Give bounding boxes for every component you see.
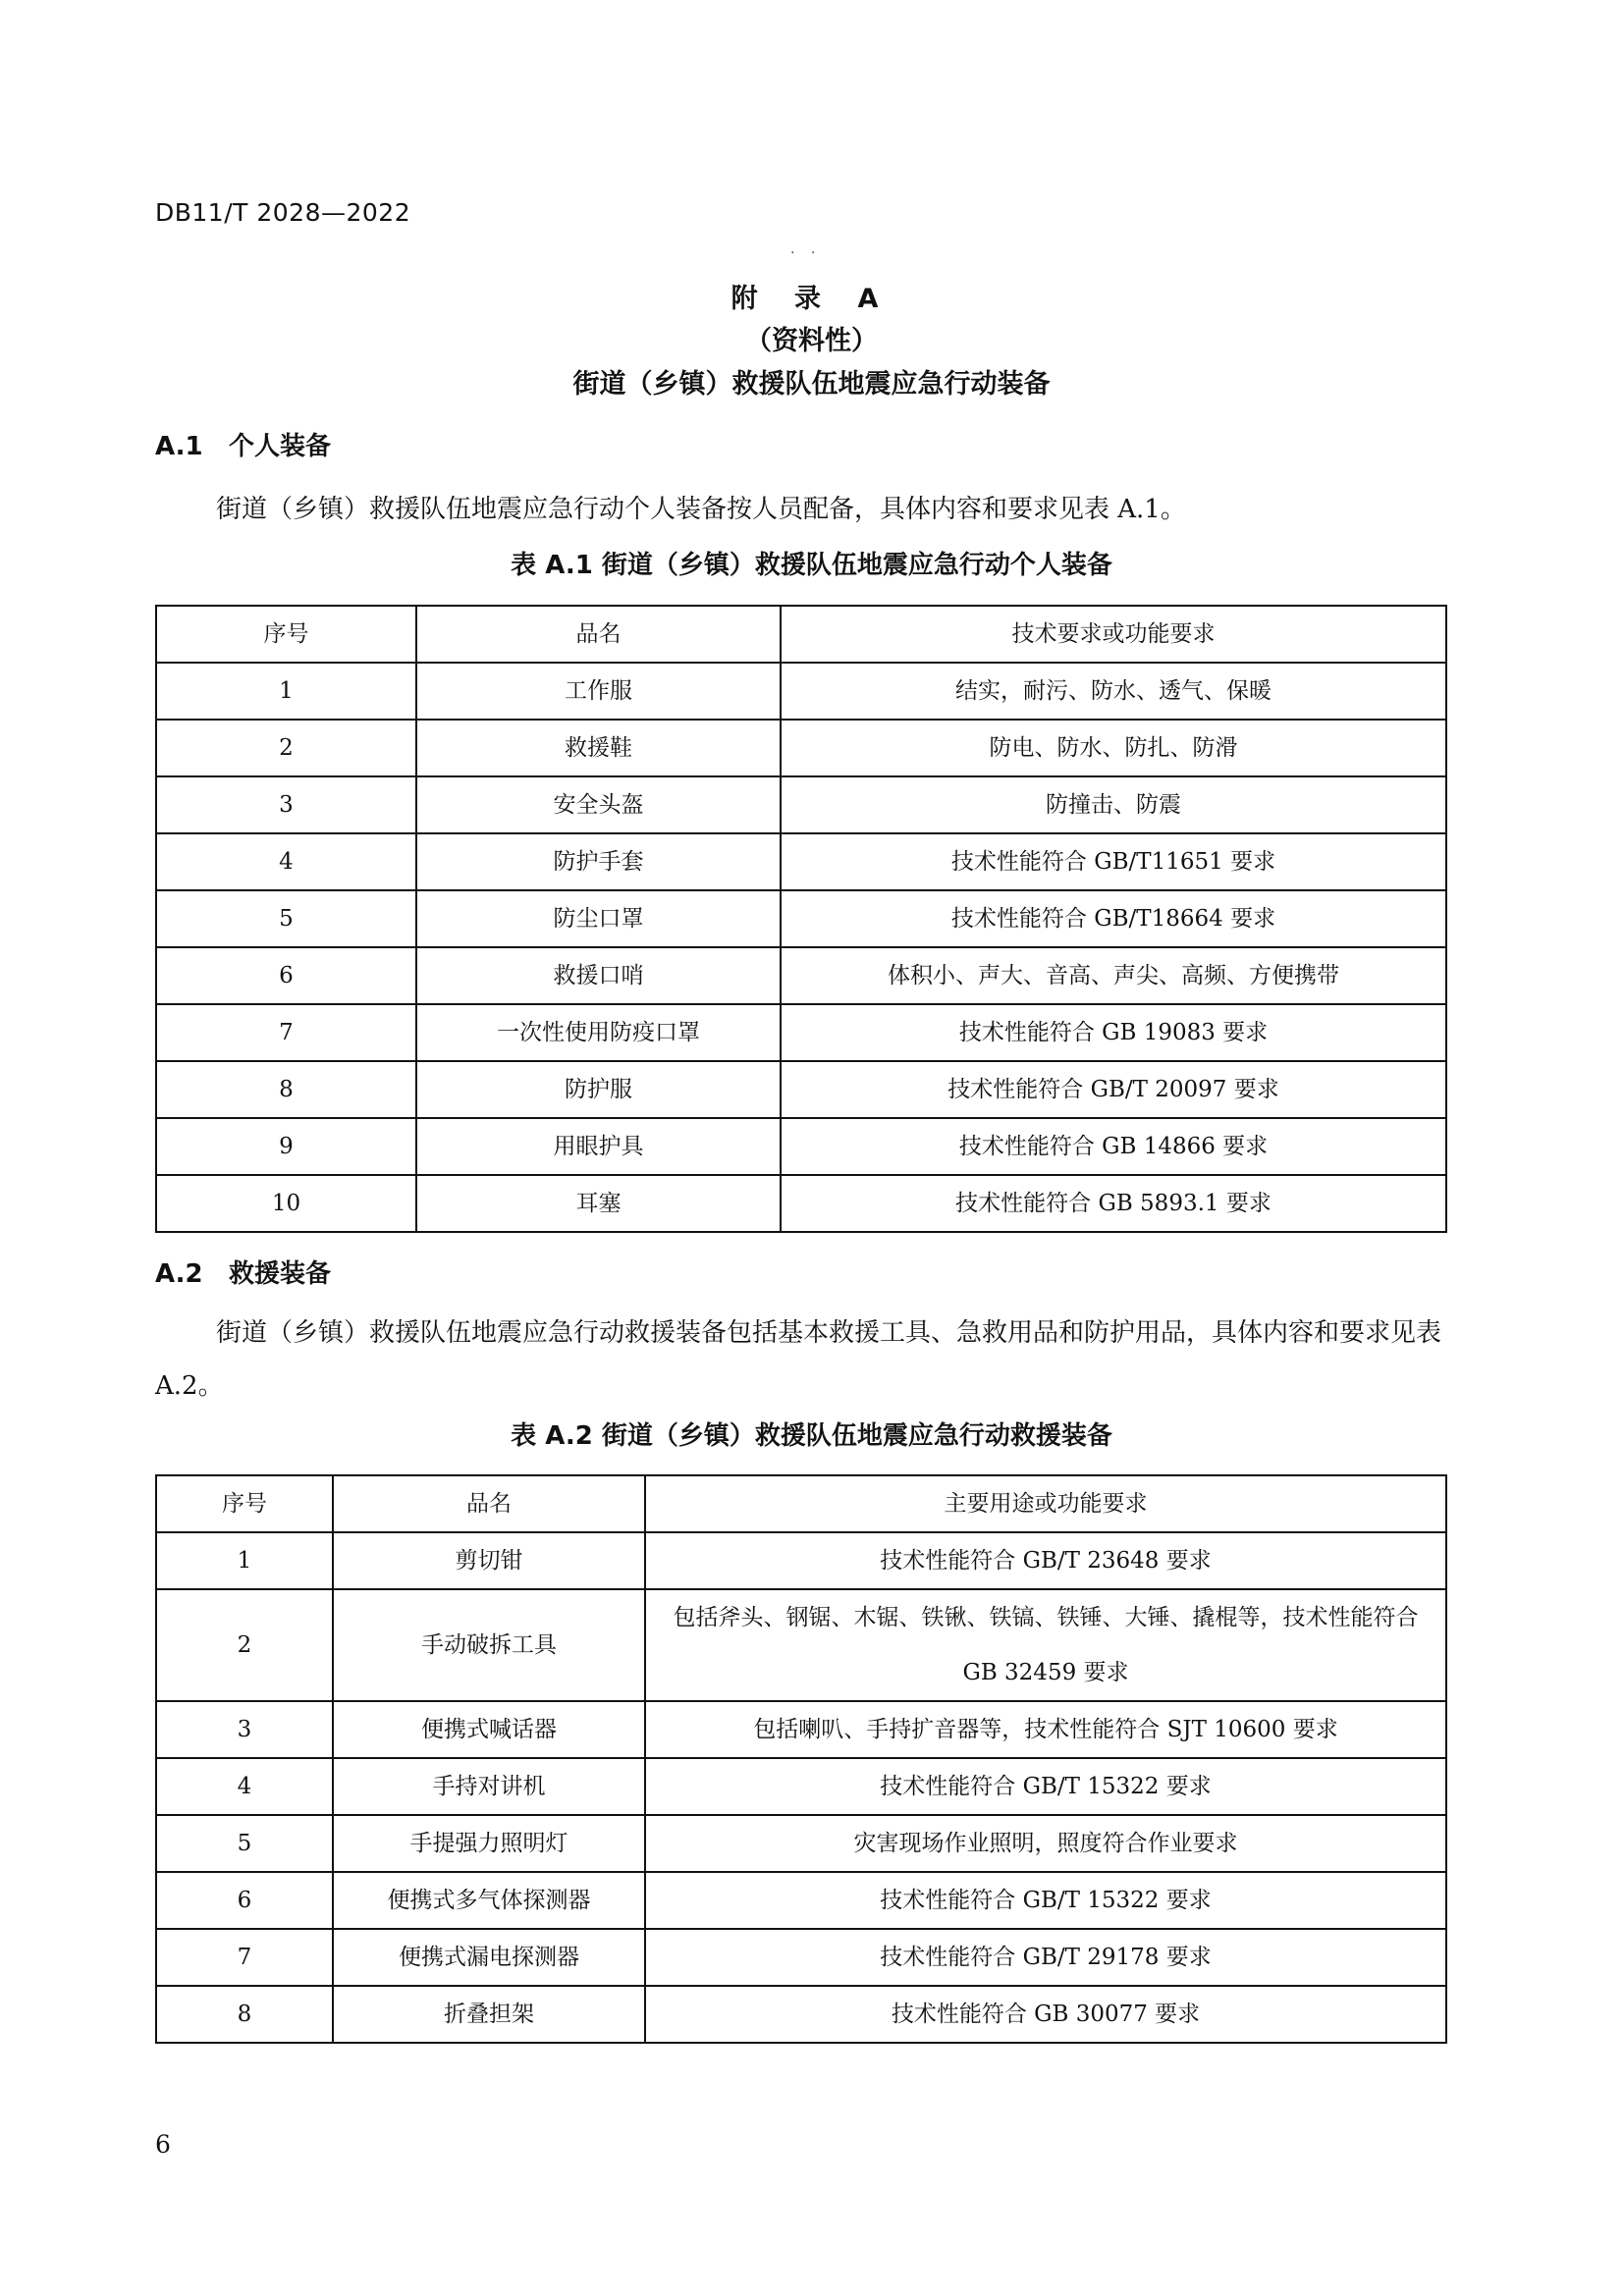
header-cell: 主要用途或功能要求 xyxy=(645,1475,1446,1532)
item-name-cell: 便携式喊话器 xyxy=(333,1701,645,1758)
item-name-cell: 耳塞 xyxy=(416,1175,781,1232)
table-row xyxy=(156,776,1446,833)
row-number-cell: 1 xyxy=(156,663,416,720)
requirement-cell: 技术性能符合 GB/T11651 要求 xyxy=(781,833,1446,890)
row-number-cell: 8 xyxy=(156,1061,416,1118)
item-name-cell: 便携式漏电探测器 xyxy=(333,1929,645,1986)
table-caption-a2: 表 A.2 街道（乡镇）救援队伍地震应急行动救援装备 xyxy=(511,1421,1112,1451)
header-dots: · · xyxy=(790,245,822,261)
table-a2-body xyxy=(156,1475,1446,2043)
requirement-cell: 技术性能符合 GB/T18664 要求 xyxy=(781,890,1446,947)
requirement-cell: 技术性能符合 GB/T 20097 要求 xyxy=(781,1061,1446,1118)
row-number-cell: 4 xyxy=(156,1758,333,1815)
section-paragraph-a1: 街道（乡镇）救援队伍地震应急行动个人装备按人员配备，具体内容和要求见表 A.1。 xyxy=(216,495,1186,524)
requirement-cell: 技术性能符合 GB/T 15322 要求 xyxy=(645,1872,1446,1929)
item-name-cell: 救援鞋 xyxy=(416,720,781,776)
table-row xyxy=(156,1815,1446,1872)
item-name-cell: 手持对讲机 xyxy=(333,1758,645,1815)
item-name-cell: 剪切钳 xyxy=(333,1532,645,1589)
row-number-cell: 6 xyxy=(156,947,416,1004)
table-row xyxy=(156,1758,1446,1815)
header-cell: 品名 xyxy=(416,606,781,663)
row-number-cell: 2 xyxy=(156,1589,333,1701)
document-id: DB11/T 2028—2022 xyxy=(155,198,411,227)
table-row xyxy=(156,833,1446,890)
table-row xyxy=(156,1118,1446,1175)
header-cell: 序号 xyxy=(156,1475,333,1532)
table-row xyxy=(156,663,1446,720)
table-row xyxy=(156,1986,1446,2043)
row-number-cell: 5 xyxy=(156,890,416,947)
item-name-cell: 一次性使用防疫口罩 xyxy=(416,1004,781,1061)
table-row xyxy=(156,1004,1446,1061)
requirement-cell: 技术性能符合 GB/T 15322 要求 xyxy=(645,1758,1446,1815)
row-number-cell: 10 xyxy=(156,1175,416,1232)
table-row xyxy=(156,1872,1446,1929)
table-caption-a1: 表 A.1 街道（乡镇）救援队伍地震应急行动个人装备 xyxy=(511,551,1112,580)
requirement-cell: 防撞击、防震 xyxy=(781,776,1446,833)
page-number: 6 xyxy=(155,2130,171,2159)
requirement-cell: 体积小、声大、音高、声尖、高频、方便携带 xyxy=(781,947,1446,1004)
appendix-title: 街道（乡镇）救援队伍地震应急行动装备 xyxy=(572,369,1051,400)
item-name-cell: 手提强力照明灯 xyxy=(333,1815,645,1872)
table-a1-body xyxy=(156,606,1446,1232)
item-name-cell: 用眼护具 xyxy=(416,1118,781,1175)
requirement-cell: 包括喇叭、手持扩音器等，技术性能符合 SJT 10600 要求 xyxy=(645,1701,1446,1758)
header-cell: 品名 xyxy=(333,1475,645,1532)
item-name-cell: 防护手套 xyxy=(416,833,781,890)
item-name-cell: 防护服 xyxy=(416,1061,781,1118)
header-cell: 技术要求或功能要求 xyxy=(781,606,1446,663)
section-paragraph-a2: 街道（乡镇）救援队伍地震应急行动救援装备包括基本救援工具、急救用品和防护用品，具体内容和要求见表 A.2。 xyxy=(155,1318,1442,1401)
item-name-cell: 防尘口罩 xyxy=(416,890,781,947)
requirement-cell: 包括斧头、钢锯、木锯、铁锹、铁镐、铁锤、大锤、撬棍等，技术性能符合 GB 32459 要求 xyxy=(645,1589,1446,1701)
requirement-cell: 技术性能符合 GB/T 23648 要求 xyxy=(645,1532,1446,1589)
requirement-cell: 防电、防水、防扎、防滑 xyxy=(781,720,1446,776)
item-name-cell: 便携式多气体探测器 xyxy=(333,1872,645,1929)
section-title: 个人装备 xyxy=(229,432,332,461)
row-number-cell: 2 xyxy=(156,720,416,776)
header-cell: 序号 xyxy=(156,606,416,663)
table-row xyxy=(156,1929,1446,1986)
section-heading-a1 xyxy=(155,426,331,462)
table-row xyxy=(156,947,1446,1004)
requirement-cell: 技术性能符合 GB 30077 要求 xyxy=(645,1986,1446,2043)
row-number-cell: 5 xyxy=(156,1815,333,1872)
requirement-cell: 技术性能符合 GB 5893.1 要求 xyxy=(781,1175,1446,1232)
table-header-row xyxy=(156,1475,1446,1532)
requirement-cell: 结实，耐污、防水、透气、保暖 xyxy=(781,663,1446,720)
row-number-cell: 3 xyxy=(156,1701,333,1758)
row-number-cell: 7 xyxy=(156,1004,416,1061)
table-row xyxy=(156,1701,1446,1758)
table-header-row xyxy=(156,606,1446,663)
appendix-label: 附 录 A xyxy=(730,284,893,314)
item-name-cell: 工作服 xyxy=(416,663,781,720)
table-row xyxy=(156,1589,1446,1701)
section-title: 救援装备 xyxy=(229,1259,332,1289)
row-number-cell: 9 xyxy=(156,1118,416,1175)
item-name-cell: 折叠担架 xyxy=(333,1986,645,2043)
requirement-cell: 技术性能符合 GB/T 29178 要求 xyxy=(645,1929,1446,1986)
table-row xyxy=(156,890,1446,947)
table-row xyxy=(156,1175,1446,1232)
section-number: A.1 xyxy=(155,432,203,461)
table-row xyxy=(156,720,1446,776)
row-number-cell: 7 xyxy=(156,1929,333,1986)
item-name-cell: 救援口哨 xyxy=(416,947,781,1004)
row-number-cell: 8 xyxy=(156,1986,333,2043)
item-name-cell: 手动破拆工具 xyxy=(333,1589,645,1701)
row-number-cell: 1 xyxy=(156,1532,333,1589)
table-row xyxy=(156,1532,1446,1589)
table-row xyxy=(156,1061,1446,1118)
row-number-cell: 3 xyxy=(156,776,416,833)
requirement-cell: 技术性能符合 GB 19083 要求 xyxy=(781,1004,1446,1061)
row-number-cell: 6 xyxy=(156,1872,333,1929)
requirement-cell: 灾害现场作业照明，照度符合作业要求 xyxy=(645,1815,1446,1872)
item-name-cell: 安全头盔 xyxy=(416,776,781,833)
row-number-cell: 4 xyxy=(156,833,416,890)
appendix-nature: （资料性） xyxy=(745,326,878,356)
table-a2 xyxy=(155,1474,1447,2044)
section-heading-a2 xyxy=(155,1254,331,1290)
requirement-cell: 技术性能符合 GB 14866 要求 xyxy=(781,1118,1446,1175)
table-a1 xyxy=(155,605,1447,1233)
section-number: A.2 xyxy=(155,1259,203,1289)
